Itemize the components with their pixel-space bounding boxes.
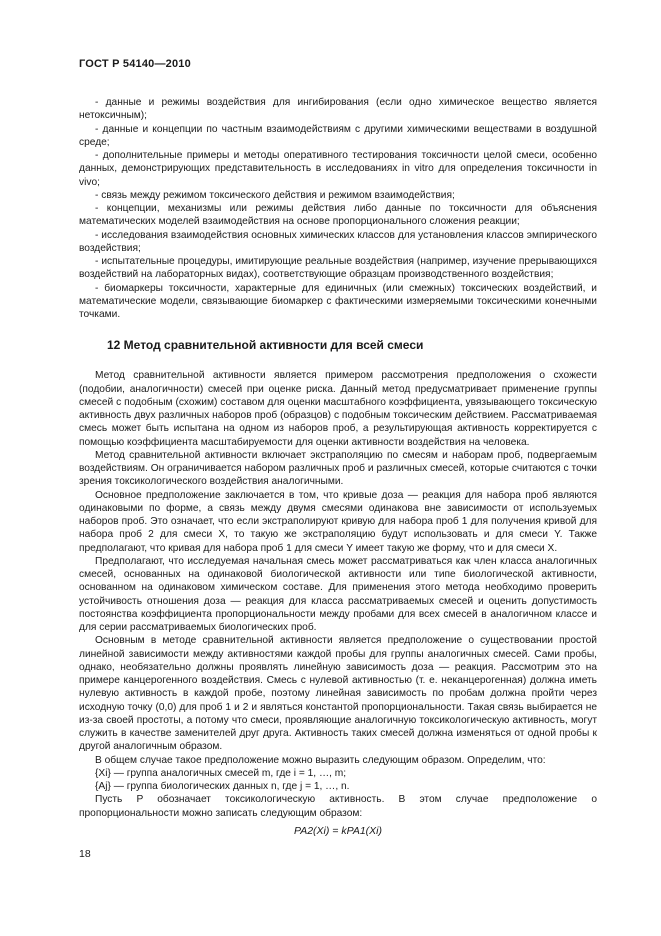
paragraph: Основным в методе сравнительной активности является предположение о существовании простой линейной зависимости между активностями каждой пробы для группы аналогичных смесей. Сами пробы, однако, необязательно должны проявлять линейную зависимость доза — реакция. Рассмотрим это на примере канцерогенного воздействия. Смесь с нулевой активностью (т. е. неканцерогенная) должна иметь нулевую активность в каждой пробе, поэтому линейная зависимость по пробам должна пройти через исходную точку (0,0) для проб 1 и 2 и являться константой пропорциональности. Такая связь выбирается не из-за своей простоты, а потому что смеси, проявляющие аналогичную токсикологическую активность, могут служить в качестве заменителей друг друга. Активность таких смесей должна изменяться от одной пробы к другой аналогичным образом. [79, 635, 597, 753]
list-item: - испытательные процедуры, имитирующие реальные воздействия (например, изучение прерывающихся воздействий на лабораторных видах), соответствующие образцам производственного воздействия; [79, 256, 597, 281]
paragraph: Метод сравнительной активности является примером рассмотрения предположения о схожести (подобии, аналогичности) смесей при оценке риска. Данный метод предусматривает применение группы смесей с подобным (схожим) составом для оценки масштабного коэффициента, увязывающего токсическую активность двух различных наборов проб (образцов) с подобным токсическим действием. Рассматриваемая смесь может быть испытана на одном из наборов проб, а результирующая активность корректируется с помощью коэффициента масштабируемости для оценки активности воздействия на человека. [79, 370, 597, 448]
definition-item: {Aj} — группа биологических данных n, где j = 1, …, n. [95, 781, 350, 792]
list-item: - данные и режимы воздействия для ингибирования (если одно химическое вещество является нетоксичным); [79, 97, 597, 122]
paragraph: Пусть P обозначает токсикологическую активность. В этом случае предположение о пропорциональности можно записать следующим образом: [79, 794, 597, 819]
list-item: - исследования взаимодействия основных химических классов для установления классов эмпирического воздействия; [79, 229, 597, 254]
list-item: - биомаркеры токсичности, характерные для единичных (или смежных) токсических воздействий, и математические модели, связывающие биомаркер с фактическими измеряемыми токсическими конечными точками. [79, 282, 597, 320]
formula-text: PA2(Xi) = kPA1(Xi) [293, 824, 382, 837]
page-header: ГОСТ Р 54140—2010 [79, 58, 191, 70]
list-item: - концепции, механизмы или режимы действия либо данные по токсичности для объяснения математических моделей взаимодействия на основе пропорционального сложения реакции; [79, 203, 597, 228]
list-item: - данные и концепции по частным взаимодействиям с другими химическими веществами в воздушной среде; [79, 123, 597, 148]
paragraph: В общем случае такое предположение можно выразить следующим образом. Определим, что: [95, 754, 546, 766]
formula [79, 824, 597, 838]
paragraph: Основное предположение заключается в том, что кривые доза — реакция для набора проб являются одинаковыми по форме, а связь между двумя смесями одинакова вне зависимости от используемых наборов проб. Это означает, что если экстраполируют кривую для набора проб 1 для получения кривой для набора проб 2 для смеси X, то такую же экстраполяцию будут использовать и для смеси Y. Также предполагают, что кривая для набора проб 1 для смеси Y имеет такую же форму, что и для смеси X. [79, 489, 597, 554]
document-body [79, 96, 597, 838]
page-number: 18 [79, 848, 91, 860]
paragraph: Метод сравнительной активности включает экстраполяцию по смесям и наборам проб, подвергаемым воздействиям. Он ограничивается набором различных проб и различных смесей, которые считаются с точки зрения токсикологического воздействия аналогичными. [79, 449, 597, 488]
paragraph: Предполагают, что исследуемая начальная смесь может рассматриваться как член класса аналогичных смесей, основанных на одинаковой биологической активности или типе биологической активности, основанном на одинаковом химическом составе. Для применения этого метода необходимо проверить устойчивость отношения доза — реакция для класса рассматриваемых смесей и оценить допустимость постоянства коэффициента пропорциональности между пробами для всех смесей в аналогичном классе и для серии рассматриваемых биологических проб. [79, 555, 597, 633]
list-item: - связь между режимом токсического действия и режимом взаимодействия; [95, 189, 455, 201]
definition-item: {Xi} — группа аналогичных смесей m, где i = 1, …, m; [95, 767, 347, 779]
section-heading: 12 Метод сравнительной активности для всей смеси [107, 338, 424, 353]
list-item: - дополнительные примеры и методы оперативного тестирования токсичности целой смеси, особенно данных, демонстрирующих представительность в исследованиях in vitro для определения токсичности in vivo; [79, 150, 597, 188]
